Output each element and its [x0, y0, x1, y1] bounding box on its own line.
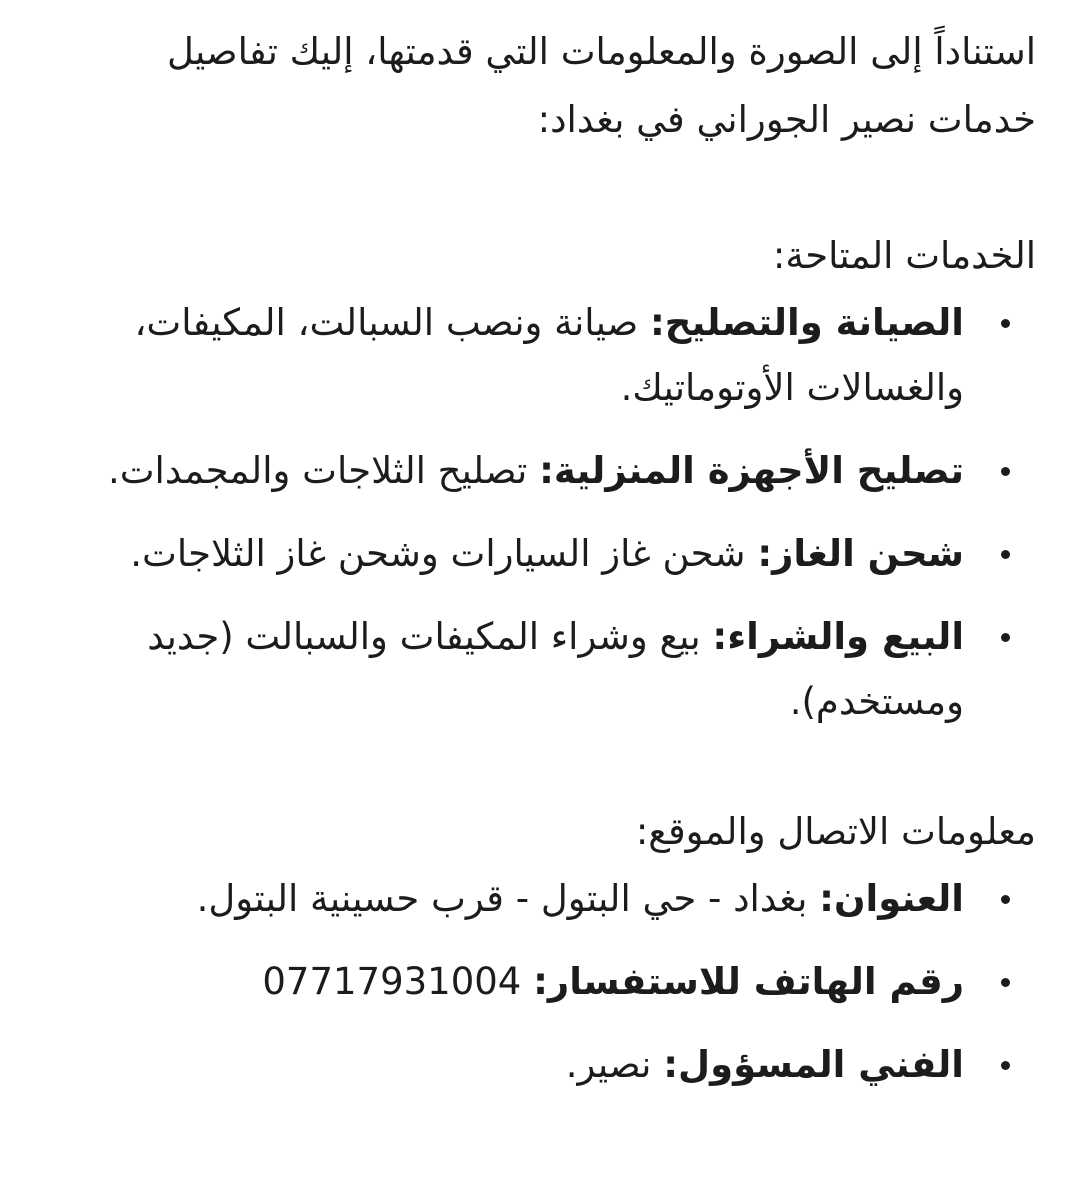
item-text: صيانة ونصب السبالت، المكيفات، والغسالات الأوتوماتيك.	[134, 301, 964, 409]
services-heading: الخدمات المتاحة:	[772, 234, 1036, 277]
intro-paragraph: استناداً إلى الصورة والمعلومات التي قدمتها، إليك تفاصيل خدمات نصير الجوراني في بغداد:	[166, 30, 1036, 141]
address-text: بغداد - حي البتول - قرب حسينية البتول.	[196, 877, 808, 920]
bullet-icon	[1001, 319, 1010, 328]
contact-heading: معلومات الاتصال والموقع:	[635, 810, 1036, 853]
list-item	[70, 604, 1036, 734]
bullet-icon	[1001, 633, 1010, 642]
technician-label: الفني المسؤول:	[663, 1043, 964, 1086]
contact-list	[70, 866, 1036, 1097]
bullet-icon	[1001, 1061, 1010, 1070]
item-label: الصيانة والتصليح:	[649, 301, 964, 344]
list-item	[70, 438, 1036, 503]
list-item	[70, 290, 1036, 420]
address-label: العنوان:	[819, 877, 964, 920]
bullet-icon	[1001, 895, 1010, 904]
address-item	[70, 866, 1036, 931]
services-section	[70, 228, 1036, 734]
technician-text: نصير.	[565, 1043, 652, 1086]
services-list	[70, 290, 1036, 734]
bullet-icon	[1001, 550, 1010, 559]
phone-number[interactable]: 07717931004	[262, 960, 522, 1003]
bullet-icon	[1001, 467, 1010, 476]
item-text: بيع وشراء المكيفات والسبالت (جديد ومستخدم).	[147, 615, 964, 723]
item-label: تصليح الأجهزة المنزلية:	[539, 449, 964, 492]
phone-label: رقم الهاتف للاستفسار:	[533, 960, 964, 1003]
item-text: تصليح الثلاجات والمجمدات.	[107, 449, 528, 492]
item-label: البيع والشراء:	[712, 615, 964, 658]
message-content	[70, 18, 1036, 1115]
phone-item	[70, 949, 1036, 1014]
contact-section	[70, 804, 1036, 1097]
bullet-icon	[1001, 978, 1010, 987]
list-item	[70, 521, 1036, 586]
technician-item	[70, 1032, 1036, 1097]
item-text: شحن غاز السيارات وشحن غاز الثلاجات.	[130, 532, 746, 575]
item-label: شحن الغاز:	[757, 532, 964, 575]
